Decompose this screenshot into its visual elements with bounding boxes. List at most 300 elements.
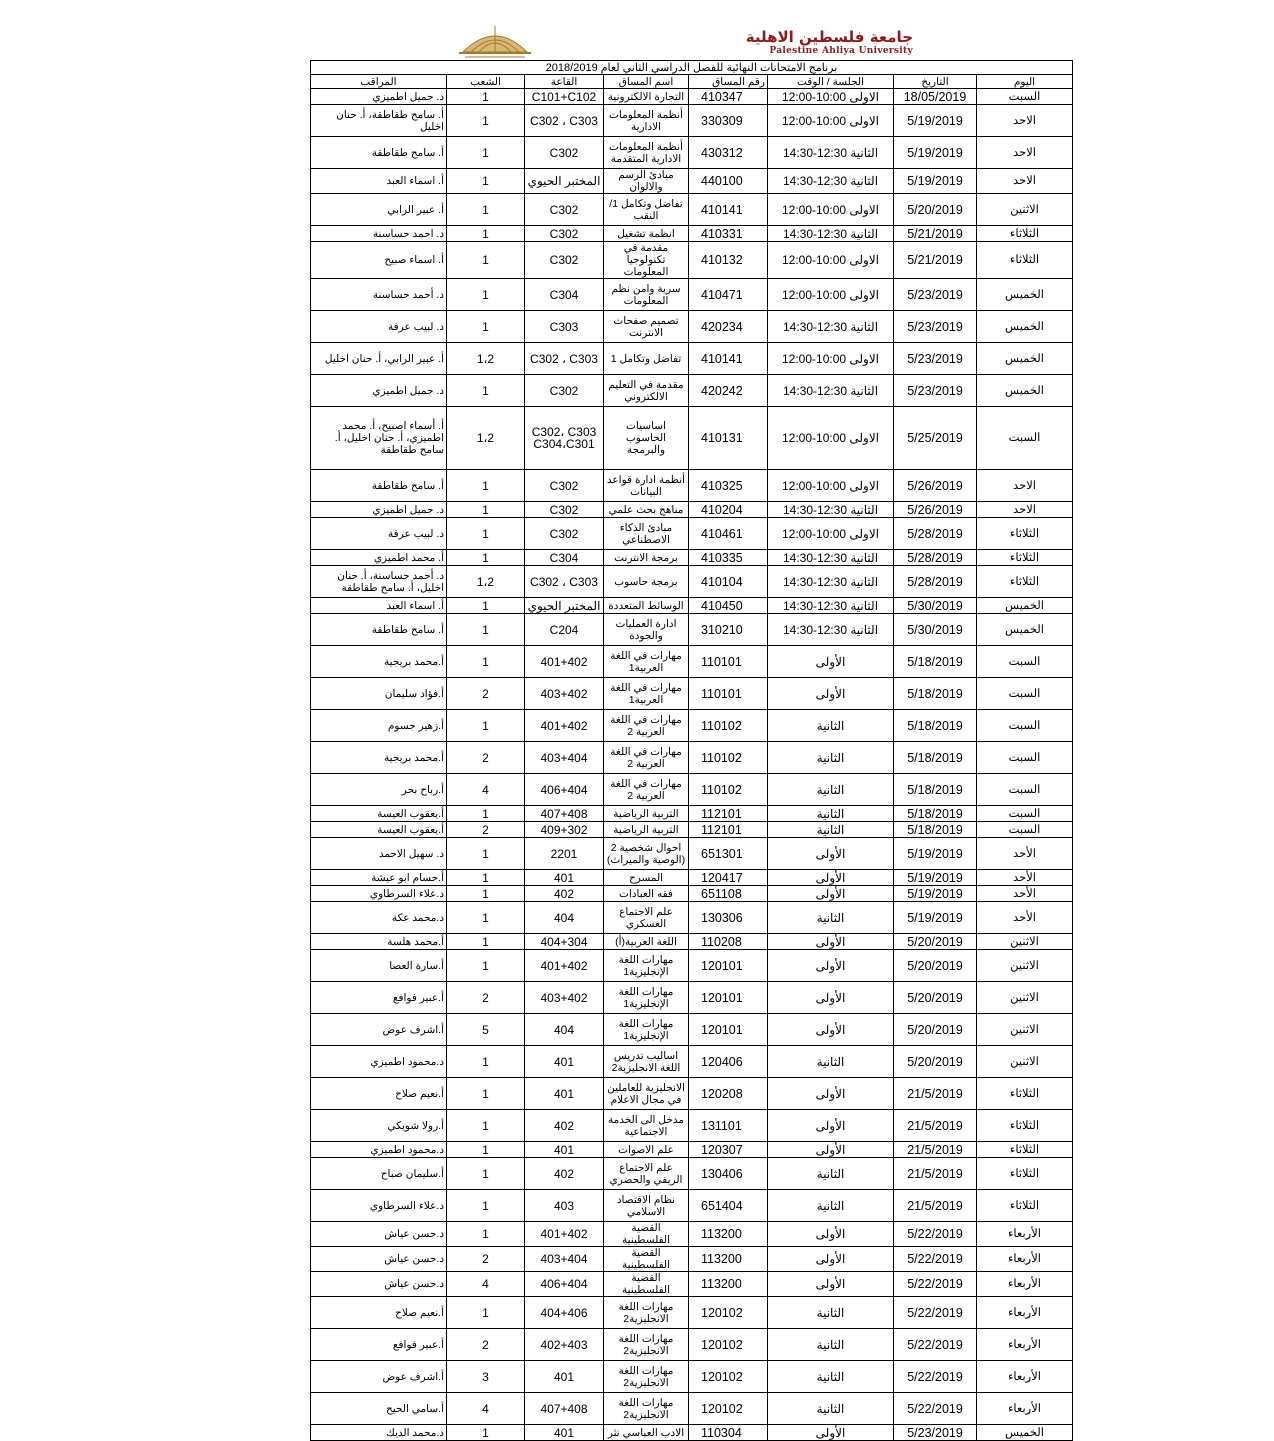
cell-invigilator: أ.رولا شويكي: [311, 1110, 447, 1142]
cell-course-code: 410131: [689, 407, 768, 470]
cell-course-code: 131101: [689, 1110, 768, 1142]
cell-course-code: 130306: [689, 902, 768, 934]
cell-room: C101+C102: [525, 89, 604, 105]
cell-date: 5/20/2019: [894, 194, 977, 226]
cell-room: 401: [525, 1078, 604, 1110]
cell-session: الثانية 12:30-14:30: [768, 137, 894, 169]
table-row: [311, 822, 1073, 838]
cell-room: 402: [525, 1110, 604, 1142]
cell-invigilator: د. جميل اطميزي: [311, 502, 447, 518]
cell-room: C302 ، C303: [525, 566, 604, 598]
cell-course-name: مهارات اللغة الانجليزية2: [604, 1329, 689, 1361]
cell-sections: 1: [447, 375, 525, 407]
cell-session: الثانية: [768, 774, 894, 806]
cell-course-name: انظمة تشغيل: [604, 226, 689, 242]
cell-sections: 1: [447, 710, 525, 742]
cell-session: الأولى: [768, 838, 894, 870]
cell-course-name: برمجة حاسوب: [604, 566, 689, 598]
cell-invigilator: أ.سليمان صباح: [311, 1158, 447, 1190]
cell-date: 5/20/2019: [894, 1046, 977, 1078]
cell-course-name: فقه العبادات: [604, 886, 689, 902]
cell-day: الأحد: [977, 838, 1073, 870]
cell-course-name: مهارات اللغة الانجليزية2: [604, 1361, 689, 1393]
cell-sections: 4: [447, 1272, 525, 1297]
cell-course-code: 651301: [689, 838, 768, 870]
cell-course-name: برمجة الانترنت: [604, 550, 689, 566]
cell-course-code: 120102: [689, 1361, 768, 1393]
cell-course-code: 120102: [689, 1393, 768, 1425]
cell-course-code: 110208: [689, 934, 768, 950]
cell-date: 5/18/2019: [894, 710, 977, 742]
cell-course-name: مهارات اللغة الانجليزية2: [604, 1297, 689, 1329]
cell-course-name: التجارة الالكترونية: [604, 89, 689, 105]
cell-course-code: 110101: [689, 678, 768, 710]
cell-course-code: 420242: [689, 375, 768, 407]
cell-invigilator: د.محمود اطميزي: [311, 1142, 447, 1158]
cell-invigilator: أ. أسماء اصبيح، أ. محمد اطميزي، أ. حنان اخليل، أ. سامح طقاطقة: [311, 407, 447, 470]
cell-session: الأولى: [768, 934, 894, 950]
cell-session: الثانية 12:30-14:30: [768, 375, 894, 407]
cell-date: 5/23/2019: [894, 311, 977, 343]
cell-course-code: 651108: [689, 886, 768, 902]
cell-sections: 4: [447, 774, 525, 806]
cell-date: 18/05/2019: [894, 89, 977, 105]
cell-course-code: 410347: [689, 89, 768, 105]
cell-course-code: 410461: [689, 518, 768, 550]
cell-course-code: 112101: [689, 806, 768, 822]
cell-sections: 1،2: [447, 343, 525, 375]
cell-room: C303: [525, 311, 604, 343]
cell-invigilator: أ.فؤاد سليمان: [311, 678, 447, 710]
cell-invigilator: أ. عبير الرابي: [311, 194, 447, 226]
cell-room: 406+404: [525, 774, 604, 806]
cell-invigilator: أ.سارة العصا: [311, 950, 447, 982]
cell-date: 5/20/2019: [894, 934, 977, 950]
cell-course-code: 120101: [689, 982, 768, 1014]
cell-invigilator: أ.نعيم صلاح: [311, 1078, 447, 1110]
cell-invigilator: أ.اشرف عوض: [311, 1014, 447, 1046]
cell-course-name: مهارات اللغة الإنجليزية1: [604, 982, 689, 1014]
cell-sections: 1: [447, 242, 525, 279]
cell-invigilator: د.حسن عياش: [311, 1247, 447, 1272]
cell-session: الثانية: [768, 1393, 894, 1425]
cell-room: C304: [525, 550, 604, 566]
cell-day: الخميس: [977, 279, 1073, 311]
table-row: [311, 105, 1073, 137]
cell-course-name: أنظمة المعلومات الادارية المتقدمة: [604, 137, 689, 169]
cell-course-name: مهارات اللغة الإنجليزية1: [604, 1014, 689, 1046]
cell-course-code: 410141: [689, 343, 768, 375]
cell-invigilator: أ. محمد اطميزي: [311, 550, 447, 566]
cell-date: 21/5/2019: [894, 1110, 977, 1142]
cell-sections: 1،2: [447, 566, 525, 598]
cell-course-name: القضية الفلسطينية: [604, 1222, 689, 1247]
table-row: [311, 870, 1073, 886]
cell-invigilator: أ.اشرف عوض: [311, 1361, 447, 1393]
cell-course-name: تصميم صفحات الانترنت: [604, 311, 689, 343]
cell-date: 5/22/2019: [894, 1361, 977, 1393]
table-row: [311, 1425, 1073, 1441]
cell-sections: 1: [447, 1425, 525, 1441]
cell-date: 5/28/2019: [894, 550, 977, 566]
column-header-session: الجلسة / الوقت: [768, 75, 894, 89]
cell-invigilator: أ.نعيم صلاح: [311, 1297, 447, 1329]
cell-day: الاحد: [977, 169, 1073, 194]
cell-session: الثانية 12:30-14:30: [768, 550, 894, 566]
cell-invigilator: أ. اسماء العبد: [311, 169, 447, 194]
cell-date: 5/25/2019: [894, 407, 977, 470]
table-row: [311, 1014, 1073, 1046]
schedule-title-row: [311, 61, 1073, 75]
cell-sections: 1: [447, 105, 525, 137]
cell-session: الثانية: [768, 1297, 894, 1329]
cell-invigilator: أ. اسماء صبيح: [311, 242, 447, 279]
cell-course-code: 120208: [689, 1078, 768, 1110]
table-row: [311, 407, 1073, 470]
cell-date: 5/19/2019: [894, 137, 977, 169]
cell-day: الثلاثاء: [977, 550, 1073, 566]
cell-date: 5/19/2019: [894, 886, 977, 902]
cell-session: الاولى 10:00-12:00: [768, 105, 894, 137]
table-row: [311, 518, 1073, 550]
cell-course-name: مقدمة في تكنولوجيا المعلومات: [604, 242, 689, 279]
cell-date: 5/23/2019: [894, 279, 977, 311]
cell-day: الخميس: [977, 614, 1073, 646]
cell-sections: 2: [447, 1329, 525, 1361]
table-row: [311, 194, 1073, 226]
cell-sections: 1: [447, 550, 525, 566]
cell-sections: 1: [447, 137, 525, 169]
cell-sections: 1: [447, 950, 525, 982]
table-header-row: [311, 75, 1073, 89]
column-header-code: رقم المساق: [689, 75, 768, 89]
cell-session: الأولى: [768, 1078, 894, 1110]
cell-invigilator: أ.زهير جسوم: [311, 710, 447, 742]
table-row: [311, 646, 1073, 678]
cell-sections: 1: [447, 226, 525, 242]
cell-course-code: 113200: [689, 1222, 768, 1247]
cell-day: الثلاثاء: [977, 242, 1073, 279]
cell-sections: 1: [447, 902, 525, 934]
cell-session: الأولى: [768, 1142, 894, 1158]
cell-course-name: الوسائط المتعددة: [604, 598, 689, 614]
cell-course-name: مهارات في اللغة العربية 2: [604, 742, 689, 774]
cell-invigilator: د.محمد الديك: [311, 1425, 447, 1441]
cell-invigilator: أ.يعقوب العيسة: [311, 822, 447, 838]
cell-course-name: علم الاجتماع الريفي والحضري: [604, 1158, 689, 1190]
cell-date: 5/20/2019: [894, 982, 977, 1014]
table-row: [311, 137, 1073, 169]
cell-course-code: 112101: [689, 822, 768, 838]
cell-session: الأولى: [768, 1110, 894, 1142]
cell-session: الثانية: [768, 710, 894, 742]
table-row: [311, 902, 1073, 934]
table-row: [311, 886, 1073, 902]
cell-session: الثانية: [768, 1190, 894, 1222]
cell-invigilator: د.حسن عياش: [311, 1222, 447, 1247]
cell-session: الأولى: [768, 870, 894, 886]
cell-course-code: 310210: [689, 614, 768, 646]
cell-invigilator: د. أحمد حساسنة، أ. حنان اخليل، أ. سامح طقاطقة: [311, 566, 447, 598]
table-row: [311, 1393, 1073, 1425]
exam-schedule-table: [310, 60, 1073, 1441]
cell-invigilator: أ.يعقوب العيسة: [311, 806, 447, 822]
cell-invigilator: د. أحمد حساسنة: [311, 279, 447, 311]
cell-invigilator: أ. سامح طقاطقة: [311, 137, 447, 169]
cell-invigilator: أ. عبير الرابي، أ. حنان اخليل: [311, 343, 447, 375]
cell-day: السبت: [977, 646, 1073, 678]
cell-date: 5/18/2019: [894, 742, 977, 774]
cell-session: الثانية: [768, 902, 894, 934]
cell-room: 2201: [525, 838, 604, 870]
column-header-date: التاريخ: [894, 75, 977, 89]
cell-session: الاولى 10:00-12:00: [768, 407, 894, 470]
cell-course-name: اساسيات الحاسوب والبرمجة: [604, 407, 689, 470]
cell-course-name: ادارة العمليات والجودة: [604, 614, 689, 646]
cell-sections: 1: [447, 279, 525, 311]
cell-room: المختبر الحيوي: [525, 598, 604, 614]
cell-day: الاثنين: [977, 1014, 1073, 1046]
cell-room: C302: [525, 518, 604, 550]
cell-session: الثانية 12:30-14:30: [768, 566, 894, 598]
table-row: [311, 614, 1073, 646]
table-row: [311, 774, 1073, 806]
cell-room: 407+408: [525, 806, 604, 822]
schedule-title: برنامج الامتحانات النهائية للفصل الدراسي الثاني لعام 2018/2019: [311, 61, 1073, 75]
cell-session: الأولى: [768, 678, 894, 710]
cell-day: السبت: [977, 806, 1073, 822]
cell-sections: 1: [447, 598, 525, 614]
cell-date: 5/19/2019: [894, 902, 977, 934]
cell-day: الخميس: [977, 343, 1073, 375]
cell-course-code: 120307: [689, 1142, 768, 1158]
table-row: [311, 934, 1073, 950]
cell-date: 5/28/2019: [894, 518, 977, 550]
cell-date: 5/21/2019: [894, 226, 977, 242]
cell-invigilator: أ. سامح طقاطقة، أ. حنان اخليل: [311, 105, 447, 137]
table-row: [311, 470, 1073, 502]
cell-room: 402: [525, 886, 604, 902]
cell-day: السبت: [977, 742, 1073, 774]
cell-invigilator: أ. سامح طقاطقة: [311, 614, 447, 646]
cell-date: 21/5/2019: [894, 1190, 977, 1222]
cell-day: الاثنين: [977, 934, 1073, 950]
cell-course-name: أنظمة المعلومات الادارية: [604, 105, 689, 137]
cell-sections: 2: [447, 678, 525, 710]
cell-course-name: علم الاصوات: [604, 1142, 689, 1158]
cell-date: 5/22/2019: [894, 1272, 977, 1297]
cell-course-code: 120101: [689, 1014, 768, 1046]
university-name-arabic: جامعة فلسطين الاهلية: [745, 28, 913, 46]
cell-sections: 1: [447, 1046, 525, 1078]
cell-session: الأولى: [768, 1014, 894, 1046]
cell-date: 21/5/2019: [894, 1078, 977, 1110]
cell-day: الاحد: [977, 470, 1073, 502]
cell-course-code: 120102: [689, 1297, 768, 1329]
cell-day: الثلاثاء: [977, 1190, 1073, 1222]
table-row: [311, 1329, 1073, 1361]
table-row: [311, 1222, 1073, 1247]
cell-date: 5/30/2019: [894, 598, 977, 614]
cell-session: الاولى 10:00-12:00: [768, 470, 894, 502]
cell-course-name: تفاضل وتكامل 1: [604, 343, 689, 375]
table-row: [311, 950, 1073, 982]
table-row: [311, 89, 1073, 105]
cell-course-code: 651404: [689, 1190, 768, 1222]
cell-room: 401: [525, 1425, 604, 1441]
table-row: [311, 1361, 1073, 1393]
cell-date: 5/19/2019: [894, 838, 977, 870]
cell-room: 403+404: [525, 1247, 604, 1272]
cell-date: 21/5/2019: [894, 1142, 977, 1158]
cell-day: الثلاثاء: [977, 518, 1073, 550]
cell-course-code: 410335: [689, 550, 768, 566]
table-row: [311, 598, 1073, 614]
cell-session: الأولى: [768, 1247, 894, 1272]
table-row: [311, 343, 1073, 375]
cell-course-code: 113200: [689, 1247, 768, 1272]
cell-course-name: مناهج بحث علمي: [604, 502, 689, 518]
table-row: [311, 566, 1073, 598]
cell-session: الاولى 10:00-12:00: [768, 518, 894, 550]
cell-room: 401+402: [525, 710, 604, 742]
cell-sections: 1: [447, 194, 525, 226]
cell-date: 5/23/2019: [894, 343, 977, 375]
cell-room: C302: [525, 194, 604, 226]
cell-date: 5/22/2019: [894, 1222, 977, 1247]
cell-room: 406+404: [525, 1272, 604, 1297]
cell-sections: 1: [447, 1190, 525, 1222]
table-row: [311, 1078, 1073, 1110]
cell-course-code: 120417: [689, 870, 768, 886]
table-row: [311, 710, 1073, 742]
table-row: [311, 1272, 1073, 1297]
cell-session: الثانية: [768, 806, 894, 822]
cell-sections: 2: [447, 982, 525, 1014]
cell-sections: 1: [447, 502, 525, 518]
cell-day: السبت: [977, 678, 1073, 710]
cell-day: الثلاثاء: [977, 1110, 1073, 1142]
cell-course-name: علم الاجتماع العسكري: [604, 902, 689, 934]
university-logo-icon: [455, 22, 535, 60]
cell-sections: 1: [447, 934, 525, 950]
cell-invigilator: د.حسن عياش: [311, 1272, 447, 1297]
cell-course-code: 430312: [689, 137, 768, 169]
cell-course-code: 120101: [689, 950, 768, 982]
cell-date: 5/18/2019: [894, 822, 977, 838]
cell-sections: 1: [447, 470, 525, 502]
table-row: [311, 1190, 1073, 1222]
cell-sections: 1: [447, 646, 525, 678]
cell-date: 5/28/2019: [894, 566, 977, 598]
table-row: [311, 550, 1073, 566]
column-header-course: اسم المساق: [604, 75, 689, 89]
cell-room: 403: [525, 1190, 604, 1222]
cell-session: الثانية: [768, 822, 894, 838]
cell-invigilator: أ.رباح بحر: [311, 774, 447, 806]
cell-course-name: التربية الرياضية: [604, 806, 689, 822]
cell-room: المختبر الحيوي: [525, 169, 604, 194]
cell-course-name: مدخل الى الخدمة الاجتماعية: [604, 1110, 689, 1142]
cell-course-name: احوال شخصية 2 (الوصية والميراث): [604, 838, 689, 870]
cell-date: 5/19/2019: [894, 169, 977, 194]
cell-day: الاثنين: [977, 982, 1073, 1014]
cell-date: 5/20/2019: [894, 1014, 977, 1046]
cell-course-name: مهارات في اللغة العربية 2: [604, 774, 689, 806]
table-row: [311, 169, 1073, 194]
table-row: [311, 279, 1073, 311]
table-row: [311, 1046, 1073, 1078]
cell-room: 409+302: [525, 822, 604, 838]
cell-course-name: التربية الرياضية: [604, 822, 689, 838]
table-row: [311, 1142, 1073, 1158]
column-header-day: اليوم: [977, 75, 1073, 89]
cell-room: 401: [525, 1046, 604, 1078]
table-row: [311, 838, 1073, 870]
cell-course-name: القضية الفلسطينية: [604, 1247, 689, 1272]
cell-course-code: 410325: [689, 470, 768, 502]
table-row: [311, 1297, 1073, 1329]
cell-day: الاثنين: [977, 950, 1073, 982]
cell-course-name: مبادئ الذكاء الاصطناعي: [604, 518, 689, 550]
cell-invigilator: أ.محمد بريجية: [311, 646, 447, 678]
cell-room: 404: [525, 1014, 604, 1046]
cell-day: الأربعاء: [977, 1247, 1073, 1272]
cell-session: الثانية 12:30-14:30: [768, 502, 894, 518]
cell-day: الأربعاء: [977, 1361, 1073, 1393]
cell-invigilator: أ.عبير فوافع: [311, 982, 447, 1014]
cell-course-name: القضية الفلسطينية: [604, 1272, 689, 1297]
cell-day: الأربعاء: [977, 1272, 1073, 1297]
cell-course-code: 410204: [689, 502, 768, 518]
cell-room: C302: [525, 242, 604, 279]
cell-sections: 1: [447, 614, 525, 646]
cell-sections: 1: [447, 311, 525, 343]
cell-session: الثانية: [768, 1158, 894, 1190]
table-row: [311, 982, 1073, 1014]
cell-invigilator: د.محمد عكة: [311, 902, 447, 934]
column-header-room: القاعة: [525, 75, 604, 89]
cell-sections: 1: [447, 806, 525, 822]
cell-session: الاولى 10:00-12:00: [768, 89, 894, 105]
cell-date: 5/26/2019: [894, 470, 977, 502]
cell-room: 404+304: [525, 934, 604, 950]
cell-date: 5/19/2019: [894, 870, 977, 886]
cell-room: C204: [525, 614, 604, 646]
table-row: [311, 226, 1073, 242]
cell-sections: 1: [447, 1078, 525, 1110]
document-header: [455, 22, 925, 60]
cell-room: 402: [525, 1158, 604, 1190]
cell-room: 401: [525, 870, 604, 886]
table-row: [311, 1110, 1073, 1142]
cell-date: 5/22/2019: [894, 1393, 977, 1425]
cell-invigilator: أ.حسام ابو عيشة: [311, 870, 447, 886]
cell-course-code: 410132: [689, 242, 768, 279]
cell-session: الأولى: [768, 1425, 894, 1441]
cell-date: 5/22/2019: [894, 1297, 977, 1329]
cell-session: الأولى: [768, 1222, 894, 1247]
cell-room: C302: [525, 226, 604, 242]
cell-sections: 4: [447, 1393, 525, 1425]
cell-room: C304: [525, 279, 604, 311]
cell-day: الخميس: [977, 375, 1073, 407]
cell-date: 5/18/2019: [894, 806, 977, 822]
cell-invigilator: أ. اسماء العبد: [311, 598, 447, 614]
cell-invigilator: د. لبيب عرفة: [311, 518, 447, 550]
cell-session: الأولى: [768, 646, 894, 678]
cell-day: الاحد: [977, 105, 1073, 137]
